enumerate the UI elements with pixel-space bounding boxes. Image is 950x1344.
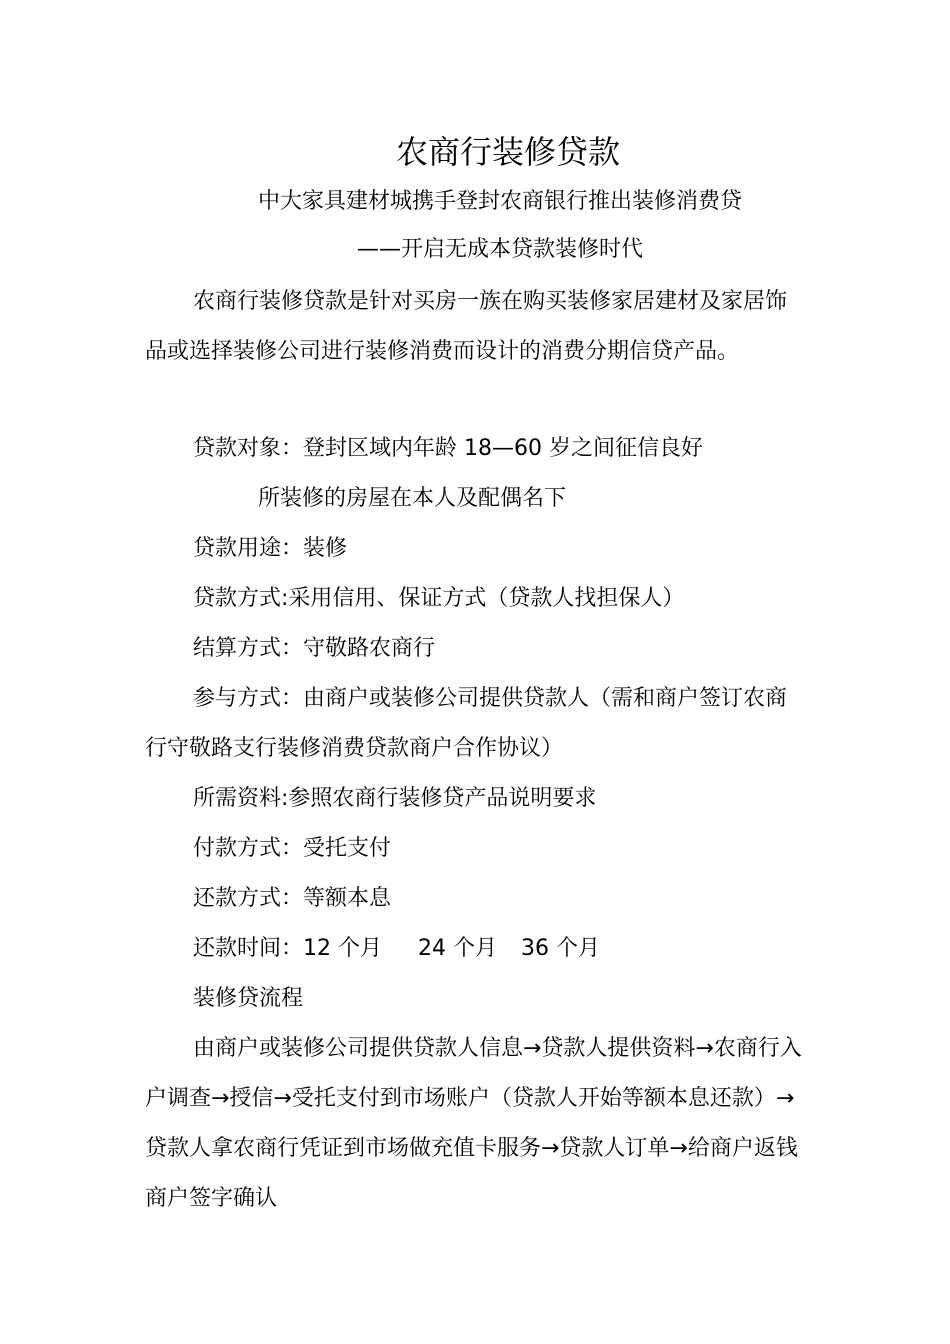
document-tagline: ——开启无成本贷款装修时代 <box>356 237 643 262</box>
term-option-24: 24 个月 <box>418 936 498 961</box>
participation-paragraph: 参与方式：由商户或装修公司提供贷款人（需和商户签订农商行守敬路支行装修消费贷款商户合作协议） <box>145 686 788 761</box>
term-option-36: 36 个月 <box>521 936 601 961</box>
document-subtitle: 中大家具建材城携手登封农商银行推出装修消费贷 <box>257 189 742 214</box>
term-option-12: 12 个月 <box>303 936 383 961</box>
process-paragraph: 由商户或装修公司提供贷款人信息→贷款人提供资料→农商行入户调查→授信→受托支付到市场账户（贷款人开始等额本息还款）→贷款人拿农商行凭证到市场做充值卡服务→贷款人订单→给商户返钱 商户签字确认 <box>145 1036 802 1211</box>
intro-paragraph: 农商行装修贷款是针对买房一族在购买装修家居建材及家居饰品或选择装修公司进行装修消费而设计的消费分期信贷产品。 <box>145 289 788 364</box>
required-materials: 所需资料:参照农商行装修贷产品说明要求 <box>193 786 597 811</box>
loan-method: 贷款方式:采用信用、保证方式（贷款人找担保人） <box>193 586 685 611</box>
loan-purpose: 贷款用途：装修 <box>193 536 348 561</box>
document-title: 农商行装修贷款 <box>395 133 620 171</box>
repayment-term <box>193 924 600 974</box>
loan-target: 贷款对象：登封区域内年龄 18—60 岁之间征信良好 <box>193 436 703 461</box>
settlement-method: 结算方式：守敬路农商行 <box>193 636 436 661</box>
process-heading: 装修贷流程 <box>193 986 304 1011</box>
loan-target-condition: 所装修的房屋在本人及配偶名下 <box>258 486 567 511</box>
repayment-term-label: 还款时间： <box>193 936 304 961</box>
repayment-method: 还款方式：等额本息 <box>193 886 392 911</box>
payment-method: 付款方式：受托支付 <box>193 836 392 861</box>
